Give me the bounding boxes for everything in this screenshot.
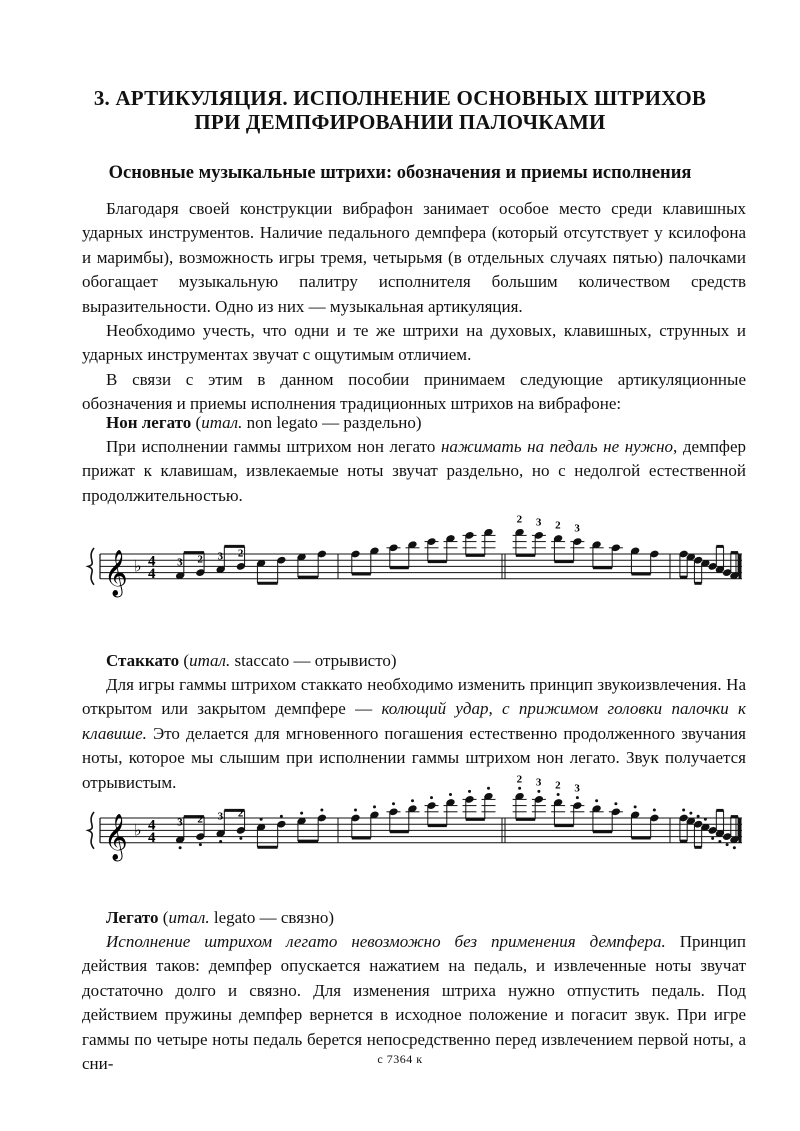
staccato-dot xyxy=(733,846,736,849)
non-legato-paragraph xyxy=(82,435,746,508)
fingering-number: 2 xyxy=(516,773,523,786)
staccato-dot xyxy=(689,812,692,815)
staccato-dot xyxy=(219,840,222,843)
music-staff-non-legato xyxy=(70,513,750,618)
time-signature-bottom: 4 xyxy=(148,829,156,846)
staccato-text-1: Для игры гаммы штрихом стаккато необходимо изменить принцип звукоизвлечения. На открытом или закрытом демпфере — xyxy=(82,675,746,719)
chapter-title xyxy=(60,86,740,134)
legato-text: Принцип действия таков: демпфер опускается нажатием на педаль, и извлеченные ноты звучат достаточно долго и связно. Для изменения штриха нужно отпустить педаль. Под действием пружины демпфер вернется в исходное положение и погасит звук. При игре гаммы по четыре ноты педаль берется непосредственно перед извлечением первой ноты, а сни- xyxy=(82,932,746,1074)
staccato-dot xyxy=(614,802,617,805)
brace xyxy=(88,812,94,849)
treble-clef-icon: 𝄞 xyxy=(104,813,128,860)
legato-abbr: итал. xyxy=(168,908,210,927)
time-signature-top: 4 xyxy=(148,817,156,834)
staccato-dot xyxy=(704,818,707,821)
legato-term: Легато xyxy=(106,908,159,927)
fingering-number: 2 xyxy=(237,547,244,560)
staccato-text-2: Это делается для мгновенного погашения естественно продолженного звучания ноты, которое мы слышим при исполнении гаммы штрихом нон легато. Звук получается отрывистым. xyxy=(82,723,746,792)
fingering-number: 2 xyxy=(516,513,523,526)
staccato-dot xyxy=(576,796,579,799)
legato-heading: Легато (итал. legato — связно) xyxy=(106,908,335,927)
staccato-dot xyxy=(411,799,414,802)
staccato-abbr: итал. xyxy=(189,651,231,670)
staccato-dot xyxy=(537,790,540,793)
staccato-dot xyxy=(199,843,202,846)
fingering-number: 3 xyxy=(535,776,542,789)
staccato-heading: Стаккато (итал. staccato — отрывисто) xyxy=(106,651,397,670)
staccato-dot xyxy=(711,837,714,840)
brace xyxy=(88,548,94,585)
legato-emphasis: Исполнение штрихом легато невозможно без применения демпфера. xyxy=(106,932,666,951)
fingering-number: 3 xyxy=(574,522,580,535)
staccato-dot xyxy=(595,799,598,802)
page-footer: с 7364 к xyxy=(377,1052,423,1066)
fingering-number: 2 xyxy=(555,779,561,792)
intro-paragraph-3: В связи с этим в данном пособии принимаем следующие артикуляционные обозначения и приемы исполнения традиционных штрихов на вибрафоне: xyxy=(82,369,746,414)
legato-gloss: legato — связно xyxy=(213,908,329,927)
fingering-number: 3 xyxy=(177,816,183,829)
staccato-dot xyxy=(392,802,395,805)
staccato-dot xyxy=(557,793,560,796)
non-legato-gloss: non legato — раздельно xyxy=(246,413,416,432)
chapter-title-line1: 3. АРТИКУЛЯЦИЯ. ИСПОЛНЕНИЕ ОСНОВНЫХ ШТРИХОВ xyxy=(93,86,707,110)
treble-clef-icon: 𝄞 xyxy=(104,549,128,596)
staccato-emphasis: колющий удар, с прижимом головки палочки к клавише. xyxy=(82,699,746,743)
time-signature-top: 4 xyxy=(148,553,156,570)
staccato-dot xyxy=(239,837,242,840)
intro-block xyxy=(82,197,746,417)
staccato-dot xyxy=(354,809,357,812)
fingering-number: 2 xyxy=(197,813,203,826)
staccato-dot xyxy=(468,790,471,793)
fingering-number: 3 xyxy=(177,556,183,569)
fingering-number: 2 xyxy=(555,519,561,532)
non-legato-abbr: итал. xyxy=(201,413,243,432)
non-legato-emphasis: нажимать на педаль не нужно xyxy=(440,437,674,456)
staccato-dot xyxy=(697,815,700,818)
intro-paragraph-2: Необходимо учесть, что одни и те же штрихи на духовых, клавишных, струнных и ударных инструментах звучат с ощутимым отличием. xyxy=(82,321,746,365)
staccato-dot xyxy=(634,805,637,808)
staccato-block xyxy=(82,673,746,795)
chapter-title-line2: ПРИ ДЕМПФИРОВАНИИ ПАЛОЧКАМИ xyxy=(194,110,606,134)
staccato-dot xyxy=(280,815,283,818)
staccato-dot xyxy=(653,809,656,812)
staccato-dot xyxy=(430,796,433,799)
staccato-term: Стаккато xyxy=(106,651,180,670)
non-legato-text-2: , демпфер прижат к клавишам, извлекаемые ноты звучат раздельно, но с недолгой естественной продолжительностью. xyxy=(82,437,746,505)
staccato-dot xyxy=(682,809,685,812)
staccato-dot xyxy=(260,818,263,821)
non-legato-text-1: При исполнении гаммы штрихом нон легато xyxy=(106,437,441,456)
fingering-number: 2 xyxy=(237,807,244,820)
non-legato-block xyxy=(82,435,746,508)
fingering-number: 3 xyxy=(217,550,224,563)
staccato-gloss: staccato — отрывисто xyxy=(234,651,391,670)
section-heading: Основные музыкальные штрихи: обозначения и приемы исполнения xyxy=(108,163,692,183)
music-staff-staccato xyxy=(70,773,750,880)
staccato-dot xyxy=(179,846,182,849)
intro-paragraph-1: Благодаря своей конструкции вибрафон занимает особое место среди клавишных ударных инструментов. Наличие педального демпфера (который отсутствует у ксилофона и маримбы), возможность игры тремя, четырьмя (в отдельных случаях пятью) палочками обогащает музыкальную палитру исполнителя большим количеством средств выразительности. Одно из них — музыкальная артикуляция. xyxy=(82,199,746,316)
staccato-dot xyxy=(373,805,376,808)
staccato-dot xyxy=(300,812,303,815)
fingering-number: 2 xyxy=(197,553,203,566)
staccato-paragraph xyxy=(82,673,746,795)
non-legato-term: Нон легато xyxy=(106,413,192,432)
fingering-number: 3 xyxy=(574,782,580,795)
time-signature-bottom: 4 xyxy=(148,565,156,582)
staccato-dot xyxy=(726,843,729,846)
flat-sign-icon: ♭ xyxy=(134,556,142,576)
fingering-number: 3 xyxy=(217,810,224,823)
flat-sign-icon: ♭ xyxy=(134,820,142,840)
staccato-dot xyxy=(718,840,721,843)
staccato-dot xyxy=(449,793,452,796)
staccato-dot xyxy=(320,809,323,812)
fingering-number: 3 xyxy=(535,516,542,529)
non-legato-heading: Нон легато (итал. non legato — раздельно) xyxy=(106,413,422,432)
staccato-dot xyxy=(487,787,490,790)
staccato-dot xyxy=(518,787,521,790)
